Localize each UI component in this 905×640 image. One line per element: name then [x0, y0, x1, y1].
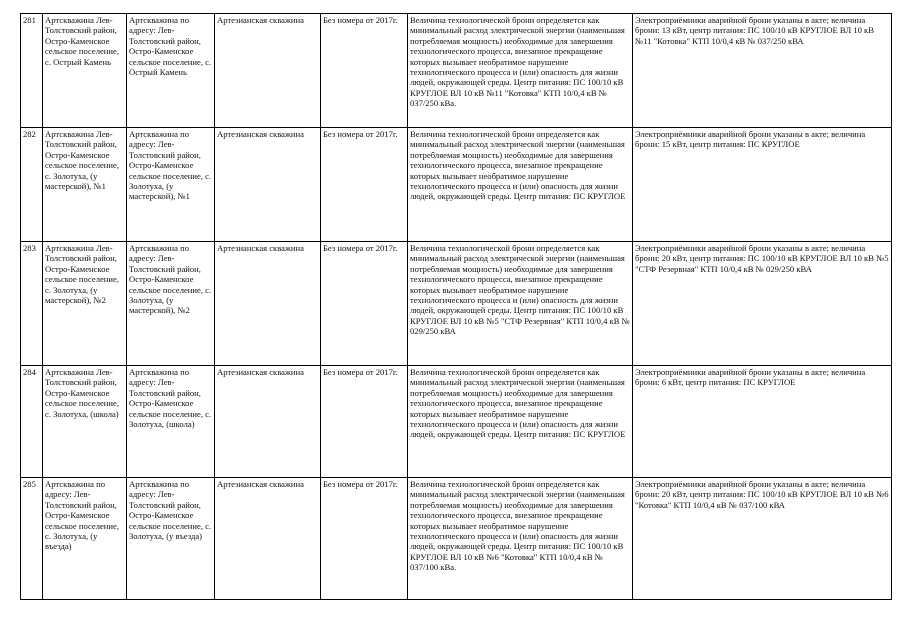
object-address: Артскважина по адресу: Лев-Толстовский район, Остро-Каменское сельское поселение, с. Золотуха, (у мастерской), №2 — [127, 242, 215, 366]
object-type: Артезианская скважина — [215, 128, 321, 242]
table-row — [21, 14, 892, 128]
row-number: 281 — [21, 14, 43, 128]
reserve-justification: Величина технологической брони определяется как минимальный расход электрической энергии (наименьшая потребляемая мощность) необходимые для завершения технологического процесса, внезапное прекращение которых вызывает необратимое нарушение технологического процесса и (или) опасность для жизни людей, окружающей среды. Центр питания: ПС КРУГЛОЕ — [408, 128, 633, 242]
object-name: Артскважина Лев-Толстовский район, Остро-Каменское сельское поселение, с. Золотуха, (у мастерской), №1 — [43, 128, 127, 242]
table-row — [21, 366, 892, 478]
row-number: 282 — [21, 128, 43, 242]
reserve-details: Электроприёмники аварийной брони указаны в акте; величина брони: 20 кВт, центр питания: ПС 100/10 кВ КРУГЛОЕ ВЛ 10 кВ №5 "СТФ Резервная" КТП 10/0,4 кВ № 029/250 кВА — [633, 242, 892, 366]
row-number: 283 — [21, 242, 43, 366]
object-name: Артскважина Лев-Толстовский район, Остро-Каменское сельское поселение, с. Золотуха, (у мастерской), №2 — [43, 242, 127, 366]
object-type: Артезианская скважина — [215, 14, 321, 128]
object-type: Артезианская скважина — [215, 478, 321, 600]
object-name: Артскважина Лев-Толстовский район, Остро-Каменское сельское поселение, с. Золотуха, (школа) — [43, 366, 127, 478]
object-address: Артскважина по адресу: Лев-Толстовский район, Остро-Каменское сельское поселение, с. Золотуха, (у въезда) — [127, 478, 215, 600]
reserve-details: Электроприёмники аварийной брони указаны в акте; величина брони: 6 кВт, центр питания: ПС КРУГЛОЕ — [633, 366, 892, 478]
object-type: Артезианская скважина — [215, 242, 321, 366]
act-reference: Без номера от 2017г. — [321, 366, 408, 478]
reserve-justification: Величина технологической брони определяется как минимальный расход электрической энергии (наименьшая потребляемая мощность) необходимые для завершения технологического процесса, внезапное прекращение которых вызывает необратимое нарушение технологического процесса и (или) опасность для жизни людей, окружающей среды. Центр питания: ПС КРУГЛОЕ — [408, 366, 633, 478]
document-page — [20, 13, 891, 600]
act-reference: Без номера от 2017г. — [321, 128, 408, 242]
reserve-justification: Величина технологической брони определяется как минимальный расход электрической энергии (наименьшая потребляемая мощность) необходимые для завершения технологического процесса, внезапное прекращение которых вызывает необратимое нарушение технологического процесса и (или) опасность для жизни людей, окружающей среды. Центр питания: ПС 100/10 кВ КРУГЛОЕ ВЛ 10 кВ №5 "СТФ Резервная" КТП 10/0,4 кВ № 029/250 кВА — [408, 242, 633, 366]
row-number: 284 — [21, 366, 43, 478]
object-name: Артскважина Лев-Толстовский район, Остро-Каменское сельское поселение, с. Острый Камень — [43, 14, 127, 128]
object-address: Артскважина по адресу: Лев-Толстовский район, Остро-Каменское сельское поселение, с. Золотуха, (школа) — [127, 366, 215, 478]
table-row — [21, 128, 892, 242]
reserve-details: Электроприёмники аварийной брони указаны в акте; величина брони: 13 кВт, центр питания: ПС 100/10 кВ КРУГЛОЕ ВЛ 10 кВ №11 "Котовка" КТП 10/0,4 кВ № 037/250 кВА — [633, 14, 892, 128]
object-type: Артезианская скважина — [215, 366, 321, 478]
act-reference: Без номера от 2017г. — [321, 242, 408, 366]
act-reference: Без номера от 2017г. — [321, 478, 408, 600]
reserve-details: Электроприёмники аварийной брони указаны в акте; величина брони: 15 кВт, центр питания: ПС КРУГЛОЕ — [633, 128, 892, 242]
act-reference: Без номера от 2017г. — [321, 14, 408, 128]
reserve-details: Электроприёмники аварийной брони указаны в акте; величина брони: 20 кВт, центр питания: ПС 100/10 кВ КРУГЛОЕ ВЛ 10 кВ №6 "Котовка" КТП 10/0,4 кВ № 037/100 кВА — [633, 478, 892, 600]
object-address: Артскважина по адресу: Лев-Толстовский район, Остро-Каменское сельское поселение, с. Золотуха, (у мастерской), №1 — [127, 128, 215, 242]
row-number: 285 — [21, 478, 43, 600]
table-row — [21, 478, 892, 600]
reserve-justification: Величина технологической брони определяется как минимальный расход электрической энергии (наименьшая потребляемая мощность) необходимые для завершения технологического процесса, внезапное прекращение которых вызывает необратимое нарушение технологического процесса и (или) опасность для жизни людей, окружающей среды. Центр питания: ПС 100/10 кВ КРУГЛОЕ ВЛ 10 кВ №6 "Котовка" КТП 10/0,4 кВ № 037/100 кВа. — [408, 478, 633, 600]
emergency-reserve-table — [20, 13, 892, 600]
object-address: Артскважина по адресу: Лев-Толстовский район, Остро-Каменское сельское поселение, с. Острый Камень — [127, 14, 215, 128]
object-name: Артскважина по адресу: Лев-Толстовский район, Остро-Каменское сельское поселение, с. Золотуха, (у въезда) — [43, 478, 127, 600]
reserve-justification: Величина технологической брони определяется как минимальный расход электрической энергии (наименьшая потребляемая мощность) необходимые для завершения технологического процесса, внезапное прекращение которых вызывает необратимое нарушение технологического процесса и (или) опасность для жизни людей, окружающей среды. Центр питания: ПС 100/10 кВ КРУГЛОЕ ВЛ 10 кВ №11 "Котовка" КТП 10/0,4 кВ № 037/250 кВа. — [408, 14, 633, 128]
table-row — [21, 242, 892, 366]
